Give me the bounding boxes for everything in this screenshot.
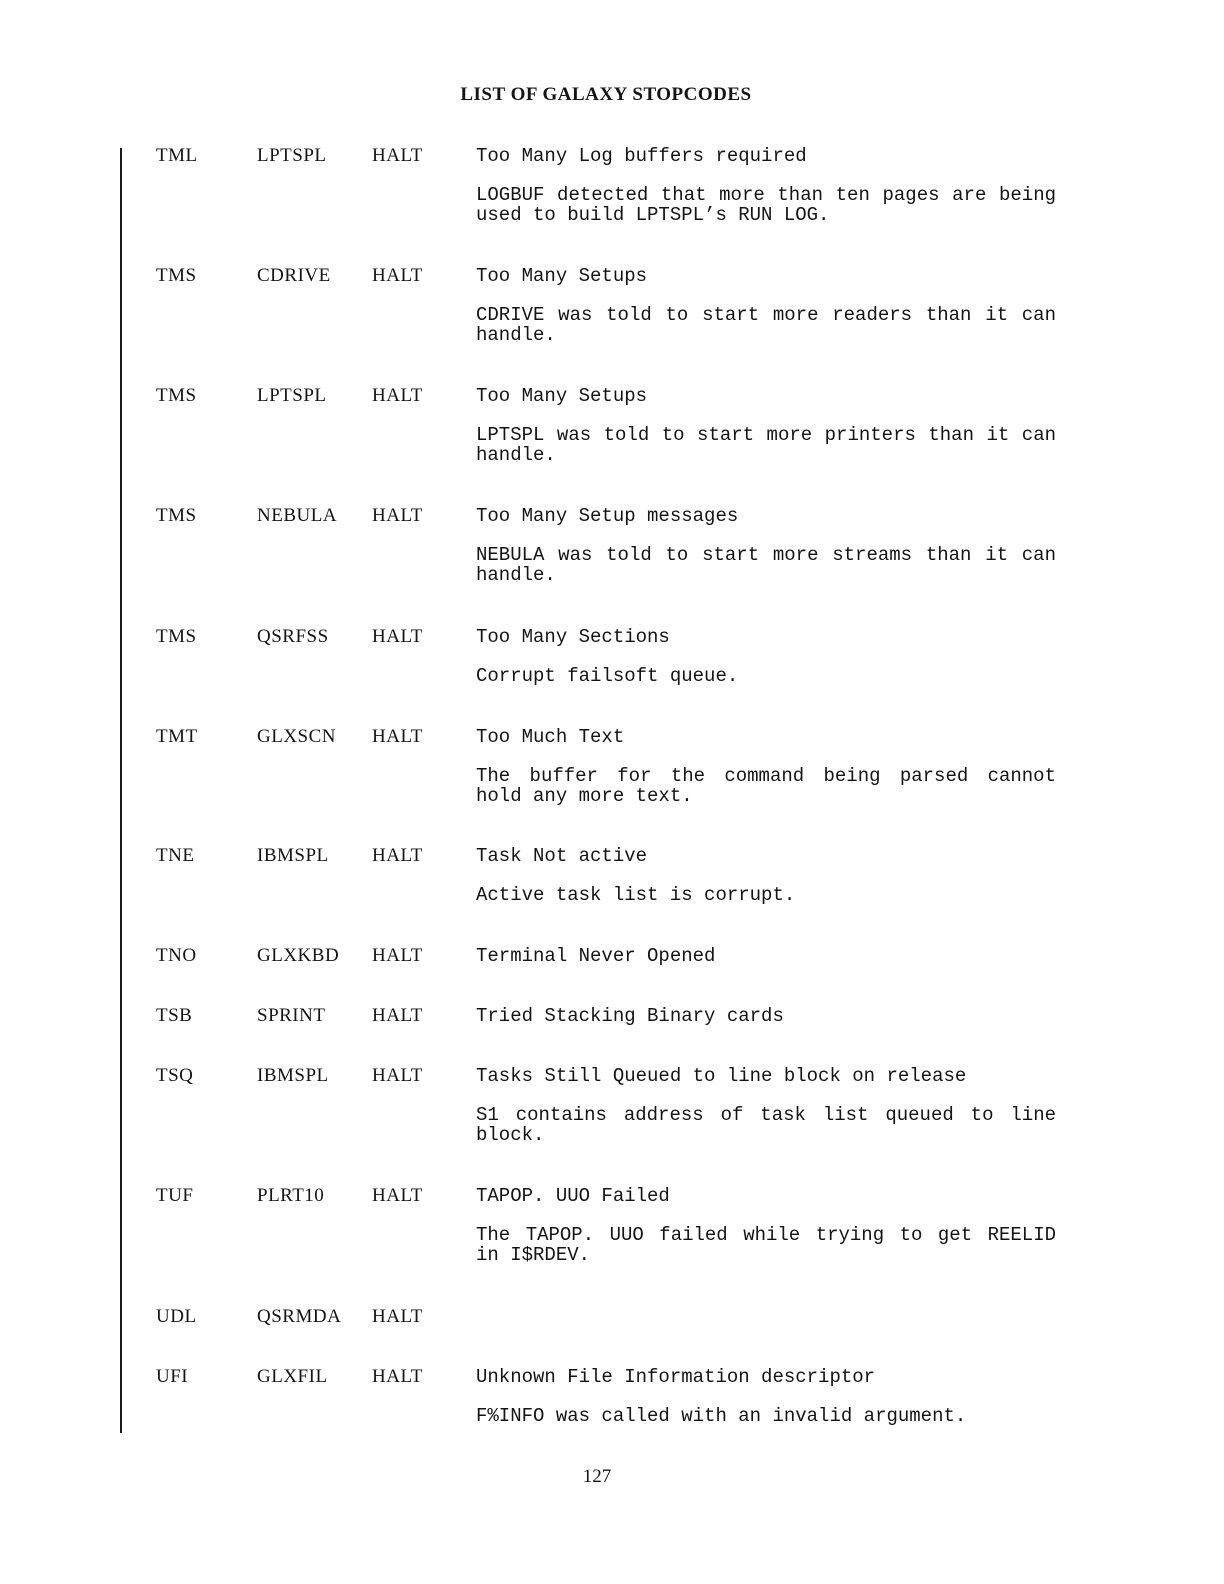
stopcode-title: Too Many Log buffers required <box>476 145 807 167</box>
stopcode-title: Too Much Text <box>476 726 625 748</box>
action: HALT <box>372 505 423 526</box>
module-name: PLRT10 <box>257 1185 325 1206</box>
action: HALT <box>372 1306 423 1327</box>
stopcode-title: Tried Stacking Binary cards <box>476 1005 784 1027</box>
stopcode-entry <box>0 1366 1224 1456</box>
module-name: SPRINT <box>257 1005 326 1026</box>
page-number: 127 <box>582 1466 612 1487</box>
stopcode-entry <box>0 726 1224 816</box>
page-title: LIST OF GALAXY STOPCODES <box>460 84 752 105</box>
stopcode-title: Too Many Setups <box>476 265 648 287</box>
stopcode: UDL <box>156 1306 197 1327</box>
stopcode: TNO <box>156 945 197 966</box>
stopcode-entry <box>0 845 1224 935</box>
stopcode-title: Too Many Setup messages <box>476 505 739 527</box>
module-name: NEBULA <box>257 505 338 526</box>
action: HALT <box>372 1366 423 1387</box>
stopcode-description: The buffer for the command being parsed cannot hold any more text. <box>476 765 1056 807</box>
module-name: CDRIVE <box>257 265 331 286</box>
action: HALT <box>372 1065 423 1086</box>
stopcode-entry <box>0 626 1224 716</box>
stopcode-description: S1 contains address of task list queued to line block. <box>476 1104 1056 1146</box>
module-name: IBMSPL <box>257 845 329 866</box>
action: HALT <box>372 626 423 647</box>
stopcode: TMS <box>156 265 197 286</box>
stopcode-title: Task Not active <box>476 845 648 867</box>
module-name: LPTSPL <box>257 145 327 166</box>
stopcode-title: Tasks Still Queued to line block on release <box>476 1065 967 1087</box>
stopcode-title: Too Many Sections <box>476 626 670 648</box>
module-name: GLXFIL <box>257 1366 328 1387</box>
stopcode-description: LPTSPL was told to start more printers than it can handle. <box>476 424 1056 466</box>
stopcode-entry <box>0 145 1224 235</box>
action: HALT <box>372 726 423 747</box>
action: HALT <box>372 945 423 966</box>
stopcode: TSQ <box>156 1065 194 1086</box>
stopcode-description: F%INFO was called with an invalid argument. <box>476 1405 967 1427</box>
stopcode-description: NEBULA was told to start more streams than it can handle. <box>476 544 1056 586</box>
stopcode-entry <box>0 505 1224 595</box>
stopcode-title: Too Many Setups <box>476 385 648 407</box>
module-name: GLXSCN <box>257 726 337 747</box>
stopcode: TNE <box>156 845 195 866</box>
stopcode: TUF <box>156 1185 194 1206</box>
stopcode-description: CDRIVE was told to start more readers than it can handle. <box>476 304 1056 346</box>
action: HALT <box>372 1185 423 1206</box>
action: HALT <box>372 1005 423 1026</box>
stopcode-description: Corrupt failsoft queue. <box>476 665 739 687</box>
stopcode-title: Terminal Never Opened <box>476 945 716 967</box>
module-name: QSRFSS <box>257 626 329 647</box>
module-name: GLXKBD <box>257 945 340 966</box>
stopcode: TMS <box>156 505 197 526</box>
stopcode-entry <box>0 1185 1224 1275</box>
stopcode-entry <box>0 1065 1224 1155</box>
stopcode: TSB <box>156 1005 193 1026</box>
stopcode-title: TAPOP. UUO Failed <box>476 1185 670 1207</box>
stopcode: TMT <box>156 726 198 747</box>
action: HALT <box>372 845 423 866</box>
module-name: IBMSPL <box>257 1065 329 1086</box>
action: HALT <box>372 265 423 286</box>
stopcode: UFI <box>156 1366 189 1387</box>
module-name: QSRMDA <box>257 1306 342 1327</box>
stopcode-entry <box>0 385 1224 475</box>
module-name: LPTSPL <box>257 385 327 406</box>
action: HALT <box>372 385 423 406</box>
stopcode: TMS <box>156 626 197 647</box>
stopcode-description: LOGBUF detected that more than ten pages are being used to build LPTSPL’s RUN LOG. <box>476 184 1056 226</box>
stopcode-description: Active task list is corrupt. <box>476 884 796 906</box>
action: HALT <box>372 145 423 166</box>
stopcode-description: The TAPOP. UUO failed while trying to get REELID in I$RDEV. <box>476 1224 1056 1266</box>
stopcode: TML <box>156 145 198 166</box>
stopcode-title: Unknown File Information descriptor <box>476 1366 876 1388</box>
stopcode: TMS <box>156 385 197 406</box>
stopcode-entry <box>0 265 1224 355</box>
